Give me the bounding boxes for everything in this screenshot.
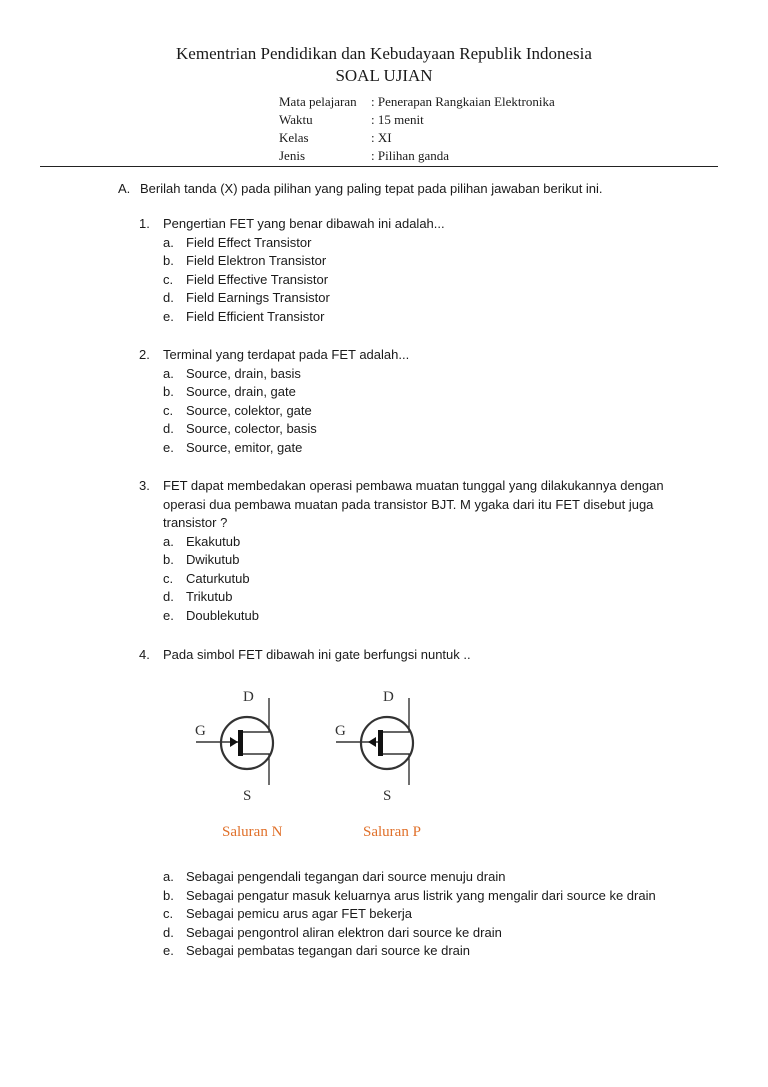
instruction-text: Berilah tanda (X) pada pilihan yang paling tepat pada pilihan jawaban berikut ini.: [140, 181, 603, 196]
ministry-heading: Kementrian Pendidikan dan Kebudayaan Republik Indonesia: [176, 44, 592, 63]
option-b[interactable]: [163, 252, 683, 271]
arrow-in-icon: [230, 737, 238, 747]
option-text: Sebagai pengontrol aliran elektron dari source ke drain: [186, 924, 502, 940]
option-c[interactable]: [163, 271, 683, 290]
option-text: Field Elektron Transistor: [186, 253, 327, 268]
fet-body-circle: [361, 717, 413, 769]
option-a[interactable]: [163, 365, 683, 384]
drain-label: D: [243, 689, 254, 705]
option-letter: b.: [163, 552, 174, 567]
option-letter: d.: [163, 589, 174, 604]
option-letter: d.: [163, 290, 174, 305]
meta-value: : Penerapan Rangkaian Elektronika: [371, 94, 555, 109]
question-text: Terminal yang terdapat pada FET adalah...: [163, 347, 410, 362]
question-1: [139, 215, 683, 326]
fet-symbols-svg: [185, 680, 455, 850]
option-text: Field Earnings Transistor: [186, 290, 330, 305]
option-letter: e.: [163, 943, 174, 958]
question-2: [139, 346, 683, 457]
gate-label: G: [195, 723, 206, 739]
p-channel-fet-symbol: [335, 689, 421, 840]
question-text: Pada simbol FET dibawah ini gate berfungsi nuntuk ..: [163, 647, 471, 662]
option-text: Sebagai pemicu arus agar FET bekerja: [186, 906, 412, 921]
option-letter: a.: [163, 234, 174, 250]
meta-row-type: [279, 147, 555, 165]
option-text: Source, colektor, gate: [186, 402, 312, 418]
option-e[interactable]: [163, 308, 683, 327]
caption-p-channel: Saluran P: [363, 824, 421, 840]
question-4-options: [139, 868, 656, 961]
n-channel-fet-symbol: [195, 689, 283, 840]
source-label: S: [243, 788, 252, 804]
option-letter: c.: [163, 402, 174, 418]
option-text: Source, emitor, gate: [186, 439, 303, 455]
meta-value: : Pilihan ganda: [371, 148, 449, 163]
question-number: 1.: [139, 216, 150, 231]
option-e[interactable]: [163, 607, 683, 626]
option-c[interactable]: [163, 570, 683, 589]
meta-row-class: [279, 129, 555, 147]
option-a[interactable]: [163, 234, 683, 253]
meta-key: Kelas: [279, 130, 309, 145]
option-text: Field Efficient Transistor: [186, 308, 325, 324]
option-text: Sebagai pembatas tegangan dari source ke drain: [186, 943, 471, 958]
option-text: Caturkutub: [186, 570, 250, 586]
option-b[interactable]: [163, 383, 683, 402]
option-b[interactable]: [163, 551, 683, 570]
option-letter: b.: [163, 887, 174, 903]
option-c[interactable]: [163, 905, 656, 924]
option-letter: e.: [163, 439, 174, 455]
question-number: 4.: [139, 647, 150, 662]
header-divider: [40, 166, 718, 167]
option-letter: e.: [163, 308, 174, 324]
option-letter: a.: [163, 365, 174, 381]
option-letter: c.: [163, 271, 174, 287]
fet-symbols-figure: [185, 680, 455, 850]
option-letter: d.: [163, 924, 174, 940]
gate-label: G: [335, 723, 346, 739]
option-d[interactable]: [163, 420, 683, 439]
meta-key: Waktu: [279, 112, 313, 127]
section-instruction: [118, 181, 603, 196]
meta-row-subject: [279, 93, 555, 111]
option-text: Ekakutub: [186, 533, 241, 549]
option-letter: a.: [163, 533, 174, 549]
question-number: 2.: [139, 347, 150, 362]
question-text: Pengertian FET yang benar dibawah ini adalah...: [163, 216, 445, 231]
arrow-out-icon: [368, 737, 376, 747]
option-letter: c.: [163, 570, 174, 586]
option-text: Trikutub: [186, 589, 233, 604]
question-3: [139, 477, 683, 625]
option-e[interactable]: [163, 439, 683, 458]
option-text: Source, colector, basis: [186, 421, 317, 436]
option-c[interactable]: [163, 402, 683, 421]
meta-value: : 15 menit: [371, 112, 424, 127]
option-letter: b.: [163, 384, 174, 399]
meta-row-time: [279, 111, 555, 129]
channel-bar: [238, 730, 243, 756]
option-e[interactable]: [163, 942, 656, 961]
option-text: Sebagai pengatur masuk keluarnya arus listrik yang mengalir dari source ke drain: [186, 887, 656, 903]
option-letter: e.: [163, 607, 174, 623]
question-text: FET dapat membedakan operasi pembawa muatan tunggal yang dilakukannya dengan operasi dua pembawa muatan pada transistor BJT. M ygaka dari itu FET disebut juga transistor ?: [163, 478, 664, 530]
fet-body-circle: [221, 717, 273, 769]
section-letter: A.: [118, 181, 131, 196]
option-letter: b.: [163, 253, 174, 268]
option-d[interactable]: [163, 924, 656, 943]
channel-bar: [378, 730, 383, 756]
option-text: Field Effect Transistor: [186, 234, 312, 250]
question-number: 3.: [139, 478, 150, 493]
meta-value: : XI: [371, 130, 392, 145]
option-a[interactable]: [163, 868, 656, 887]
source-label: S: [383, 788, 392, 804]
drain-label: D: [383, 689, 394, 705]
option-a[interactable]: [163, 533, 683, 552]
caption-n-channel: Saluran N: [222, 824, 283, 840]
option-d[interactable]: [163, 588, 683, 607]
option-text: Sebagai pengendali tegangan dari source menuju drain: [186, 869, 506, 884]
option-d[interactable]: [163, 289, 683, 308]
option-text: Source, drain, basis: [186, 365, 301, 381]
option-letter: c.: [163, 906, 174, 921]
option-text: Doublekutub: [186, 607, 259, 623]
option-text: Source, drain, gate: [186, 384, 296, 399]
meta-key: Jenis: [279, 148, 305, 163]
option-letter: a.: [163, 869, 174, 884]
option-text: Dwikutub: [186, 552, 240, 567]
question-4: [139, 646, 683, 665]
option-letter: d.: [163, 421, 174, 436]
meta-key: Mata pelajaran: [279, 94, 357, 109]
exam-title: SOAL UJIAN: [335, 66, 433, 85]
exam-meta: [279, 93, 555, 165]
option-text: Field Effective Transistor: [186, 271, 329, 287]
option-b[interactable]: [163, 887, 656, 906]
